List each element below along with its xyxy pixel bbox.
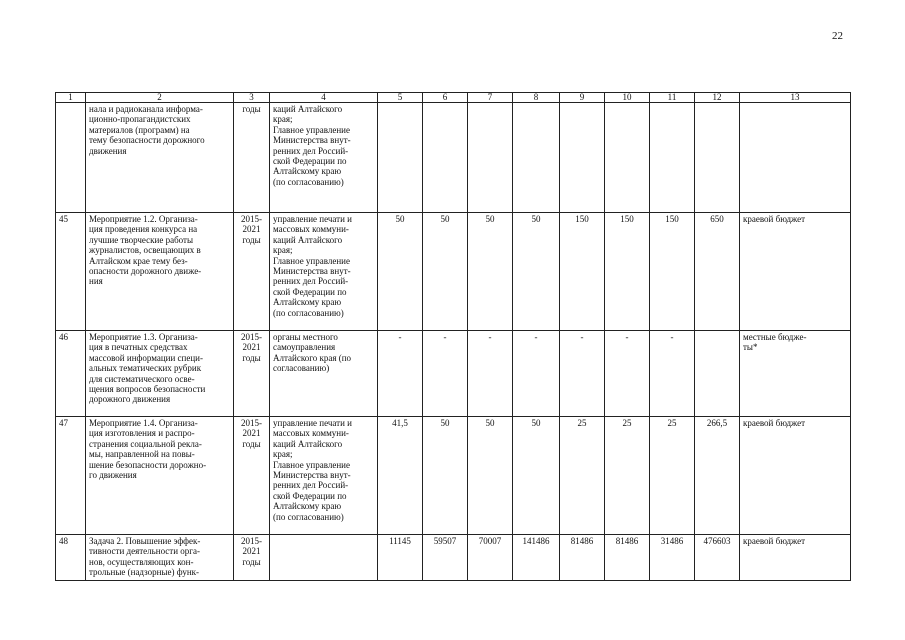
column-header: 5 bbox=[378, 93, 423, 103]
table-row bbox=[56, 103, 851, 213]
activity-executor: управление печати и массовых коммуни- каций Алтайского края; Главное управление Министерства внут- ренних дел Россий- ской Федерации по Алтайскому краю (по согласованию) bbox=[270, 417, 378, 535]
value-cell bbox=[513, 103, 560, 213]
row-number: 48 bbox=[56, 535, 86, 581]
column-header: 12 bbox=[695, 93, 740, 103]
funding-source: краевой бюджет bbox=[740, 417, 851, 535]
value-cell: 150 bbox=[605, 213, 650, 331]
value-cell bbox=[560, 103, 605, 213]
value-cell: 50 bbox=[468, 213, 513, 331]
row-number: 45 bbox=[56, 213, 86, 331]
column-header: 4 bbox=[270, 93, 378, 103]
activity-name: нала и радиоканала информа- ционно-пропагандистских материалов (программ) на тему безопасности дорожного движения bbox=[86, 103, 234, 213]
value-cell: - bbox=[560, 331, 605, 417]
activity-years: 2015- 2021 годы bbox=[234, 331, 270, 417]
activity-name: Задача 2. Повышение эффек- тивности деятельности орга- нов, осуществляющих кон- трольные (надзорные) функ- bbox=[86, 535, 234, 581]
column-header: 6 bbox=[423, 93, 468, 103]
column-header: 2 bbox=[86, 93, 234, 103]
value-cell: - bbox=[378, 331, 423, 417]
activity-name: Мероприятие 1.3. Организа- ция в печатных средствах массовой информации специ- альных тематических рубрик для систематического осве- щения вопросов безопасности дорожного движения bbox=[86, 331, 234, 417]
funding-source: краевой бюджет bbox=[740, 535, 851, 581]
value-cell: 81486 bbox=[560, 535, 605, 581]
program-activities-table bbox=[55, 92, 851, 581]
activity-years: 2015- 2021 годы bbox=[234, 535, 270, 581]
value-cell: 70007 bbox=[468, 535, 513, 581]
row-number bbox=[56, 103, 86, 213]
funding-source: краевой бюджет bbox=[740, 213, 851, 331]
page-number: 22 bbox=[832, 30, 843, 42]
value-cell bbox=[695, 331, 740, 417]
value-cell: 25 bbox=[650, 417, 695, 535]
value-cell bbox=[468, 103, 513, 213]
value-cell: - bbox=[423, 331, 468, 417]
table-header-row bbox=[56, 93, 851, 103]
column-header: 3 bbox=[234, 93, 270, 103]
table-row bbox=[56, 331, 851, 417]
value-cell: 50 bbox=[513, 417, 560, 535]
column-header: 9 bbox=[560, 93, 605, 103]
value-cell bbox=[605, 103, 650, 213]
value-cell: 31486 bbox=[650, 535, 695, 581]
column-header: 8 bbox=[513, 93, 560, 103]
activity-name: Мероприятие 1.2. Организа- ция проведения конкурса на лучшие творческие работы журналистов, освещающих в Алтайском крае тему без- опасности дорожного движе- ния bbox=[86, 213, 234, 331]
value-cell: 59507 bbox=[423, 535, 468, 581]
value-cell: 81486 bbox=[605, 535, 650, 581]
value-cell: 150 bbox=[560, 213, 605, 331]
value-cell: 266,5 bbox=[695, 417, 740, 535]
column-header: 13 bbox=[740, 93, 851, 103]
table-row bbox=[56, 417, 851, 535]
value-cell bbox=[650, 103, 695, 213]
value-cell: - bbox=[650, 331, 695, 417]
value-cell: 50 bbox=[423, 213, 468, 331]
activity-executor: каций Алтайского края; Главное управление Министерства внут- ренних дел Россий- ской Федерации по Алтайскому краю (по согласованию) bbox=[270, 103, 378, 213]
activity-years: годы bbox=[234, 103, 270, 213]
value-cell bbox=[378, 103, 423, 213]
column-header: 11 bbox=[650, 93, 695, 103]
column-header: 7 bbox=[468, 93, 513, 103]
activity-name: Мероприятие 1.4. Организа- ция изготовления и распро- странения социальной рекла- мы, направленной на повы- шение безопасности дорожно- го движения bbox=[86, 417, 234, 535]
activity-executor: органы местного самоуправления Алтайского края (по согласованию) bbox=[270, 331, 378, 417]
activity-years: 2015- 2021 годы bbox=[234, 417, 270, 535]
value-cell: 41,5 bbox=[378, 417, 423, 535]
table-row bbox=[56, 535, 851, 581]
value-cell: 25 bbox=[560, 417, 605, 535]
value-cell: 25 bbox=[605, 417, 650, 535]
funding-source: местные бюдже- ты* bbox=[740, 331, 851, 417]
value-cell: - bbox=[605, 331, 650, 417]
funding-source bbox=[740, 103, 851, 213]
value-cell: - bbox=[513, 331, 560, 417]
column-header: 1 bbox=[56, 93, 86, 103]
value-cell: 11145 bbox=[378, 535, 423, 581]
row-number: 46 bbox=[56, 331, 86, 417]
value-cell: 650 bbox=[695, 213, 740, 331]
activity-years: 2015- 2021 годы bbox=[234, 213, 270, 331]
activity-executor bbox=[270, 535, 378, 581]
value-cell bbox=[695, 103, 740, 213]
value-cell: 476603 bbox=[695, 535, 740, 581]
value-cell: 141486 bbox=[513, 535, 560, 581]
activity-executor: управление печати и массовых коммуни- каций Алтайского края; Главное управление Министерства внут- ренних дел Россий- ской Федерации по Алтайскому краю (по согласованию) bbox=[270, 213, 378, 331]
value-cell: 50 bbox=[513, 213, 560, 331]
value-cell: - bbox=[468, 331, 513, 417]
table-row bbox=[56, 213, 851, 331]
value-cell: 50 bbox=[468, 417, 513, 535]
value-cell: 150 bbox=[650, 213, 695, 331]
column-header: 10 bbox=[605, 93, 650, 103]
value-cell bbox=[423, 103, 468, 213]
row-number: 47 bbox=[56, 417, 86, 535]
value-cell: 50 bbox=[378, 213, 423, 331]
value-cell: 50 bbox=[423, 417, 468, 535]
